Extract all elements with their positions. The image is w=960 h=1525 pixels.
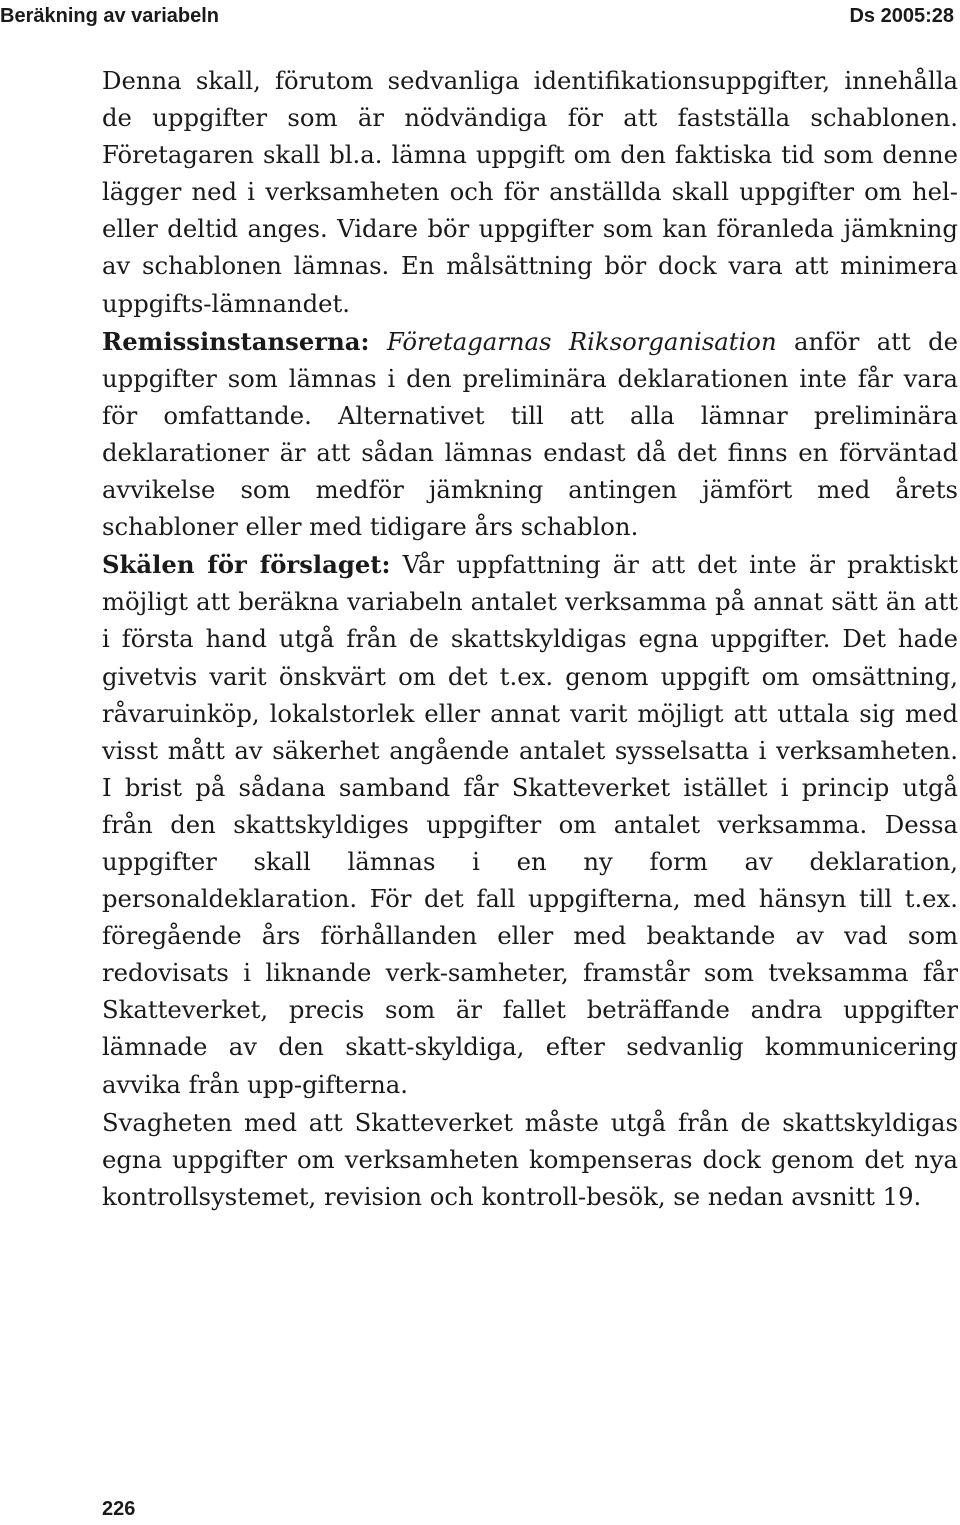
- paragraph-skalen: [102, 546, 958, 1102]
- paragraph-skalen-text: Vår uppfattning är att det inte är praktiskt möjligt att beräkna variabeln antalet verksamma på annat sätt än att i första hand utgå från de skattskyldigas egna uppgifter. Det hade givetvis varit önskvärt om det t.ex. genom uppgift om omsättning, råvaruinköp, lokalstorlek eller annat varit möjligt att uttala sig med visst mått av säkerhet angående antalet sysselsatta i verksamheten. I brist på sådana samband får Skatteverket istället i princip utgå från den skattskyldiges uppgifter om antalet verksamma. Dessa uppgifter skall lämnas i en ny form av deklaration, personaldeklaration. För det fall uppgifterna, med hänsyn till t.ex. föregående års förhållanden eller med beaktande av vad som redovisats i liknande verk-samheter, framstår som tveksamma får Skatteverket, precis som är fallet beträffande andra uppgifter lämnade av den skatt-skyldiga, efter sedvanlig kommunicering avvika från upp-gifterna.: [102, 550, 958, 1099]
- body-text: [102, 62, 958, 1215]
- paragraph-svagheten: Svagheten med att Skatteverket måste utgå från de skattskyldigas egna uppgifter om verksamheten kompenseras dock genom det nya kontrollsystemet, revision och kontroll-besök, se nedan avsnitt 19.: [102, 1107, 958, 1211]
- running-header: [0, 2, 960, 30]
- organisation-name: Företagarnas Riksorganisation: [386, 326, 777, 356]
- paragraph-label-remissinstanserna: Remissinstanserna:: [102, 326, 370, 356]
- page-number: 226: [102, 1498, 136, 1520]
- paragraph-remissinstanserna: [102, 323, 958, 546]
- document-reference: Ds 2005:28: [849, 5, 954, 27]
- paragraph-remissinstanserna-text: anför att de uppgifter som lämnas i den preliminära deklarationen inte får vara för omfattande. Alternativet till att alla lämnar preliminära deklarationer är att sådan lämnas endast då det finns en förväntad avvikelse som medför jämkning antingen jämfört med årets schabloner eller med tidigare års schablon.: [102, 326, 958, 542]
- paragraph-intro: Denna skall, förutom sedvanliga identifikationsuppgifter, innehålla de uppgifter som är nödvändiga för att fastställa schablonen. Företagaren skall bl.a. lämna uppgift om den faktiska tid som denne lägger ned i verksamheten och för anställda skall uppgifter om hel- eller deltid anges. Vidare bör uppgifter som kan föranleda jämkning av schablonen lämnas. En målsättning bör dock vara att minimera uppgifts-lämnandet.: [102, 66, 958, 318]
- paragraph-label-skalen: Skälen för förslaget:: [102, 550, 391, 580]
- section-title: Beräkning av variabeln: [0, 5, 219, 27]
